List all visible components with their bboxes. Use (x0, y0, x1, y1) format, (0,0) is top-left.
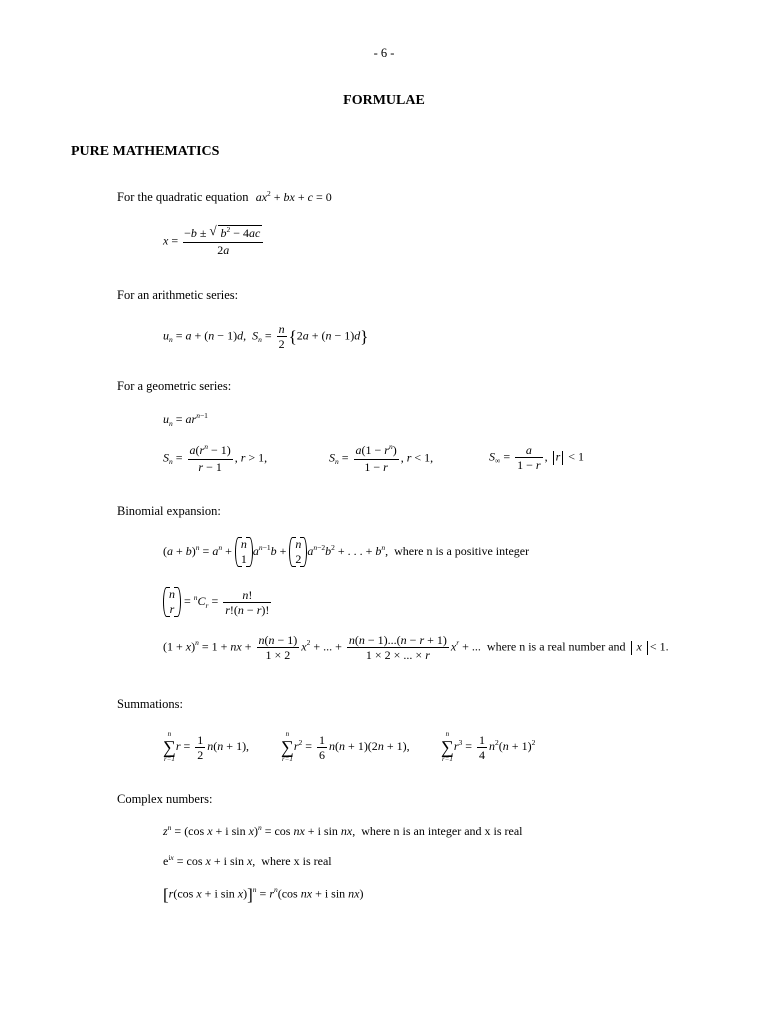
sum-r-cubed: n ∑ r=1 $r^3$ = $\frac{1}{4}$ $n^2(n + 1)^2$ (441, 730, 536, 763)
euler-note: where x is real (261, 854, 332, 868)
sum-r-squared: n ∑ r=1 $r^2$ = $\frac{1}{6}$ n(n + 1)(2n + 1), (281, 730, 410, 763)
binomial-positive-note: where n is a positive integer (394, 543, 530, 558)
summations-label: Summations: (117, 697, 183, 711)
de-moivre-note: where n is an integer and x is real (361, 824, 523, 838)
binomial-coefficient: n r = $^nC_r$ = $\frac{n!}{r!(n - r)!}$ (163, 587, 273, 617)
binomial-label: Binomial expansion: (117, 504, 221, 518)
geometric-label: For a geometric series: (117, 379, 232, 393)
geometric-sum-r-gt-1: $S_n$ = $\frac{a(r^n - 1)}{r - 1}$ , r > 1, (163, 442, 268, 474)
binomial-real-note: where n is a real number and (486, 639, 626, 654)
geometric-nth-term: $u_n = ar^{n-1}$ (163, 411, 208, 428)
geometric-sum-infinity: $S_\infty$ = $\frac{a}{1 - r}$ , r < 1 (489, 443, 585, 472)
page-title: FORMULAE (343, 93, 425, 108)
arithmetic-formula: $u_n = a + (n - 1)d$, $S_n$ = $\frac{n}{2}$ {2a + (n − 1)d} (163, 322, 369, 351)
binomial-expansion: $(a + b)^n = a^n$ + n 1 $a^{n-1}b$ + n 2 $a^{n-2}b^2$ + . . . + $b^n$, where n is a positive integer (163, 537, 530, 566)
quadratic-label: For the quadratic equation $ax^2$ + bx + c = 0 (117, 189, 332, 204)
geometric-sum-r-lt-1: $S_n$ = $\frac{a(1 - r^n)}{1 - r}$ , r < 1, (329, 442, 434, 474)
arithmetic-label: For an arithmetic series: (117, 288, 239, 302)
euler-formula: $e^{ix} = \cos x + i$ sin x, where x is real (163, 853, 332, 868)
de-moivre-formula: $z^n = (\cos$ x + i sin x)$^n$ = cos nx + i sin nx, where n is an integer and x is real (163, 823, 523, 838)
polar-power-formula: [r(cos x + i $\sin x)]^n = r^n(\cos$ nx + i sin nx) (163, 885, 364, 904)
quadratic-formula: x = −b ± √ $b^2 - 4ac$ 2a (163, 226, 265, 257)
section-heading: PURE MATHEMATICS (71, 144, 220, 159)
binomial-general: $(1 + x)^n = 1$ + nx + $\frac{n(n - 1)}{1 \times 2}$ $x^2$ + ... + $\frac{n(n - 1)...(n - r + 1)}{1 \times 2 \times ... \times r}$ $x^r$ + ... where n is a real number and x < 1. (163, 633, 669, 662)
page-number: - 6 - (373, 46, 395, 60)
quadratic-equation: $ax^2$ + bx + c = 0 (255, 189, 332, 204)
sum-r: n ∑ r=1 r = $\frac{1}{2}$ n(n + 1), (163, 730, 250, 763)
complex-label: Complex numbers: (117, 792, 213, 806)
